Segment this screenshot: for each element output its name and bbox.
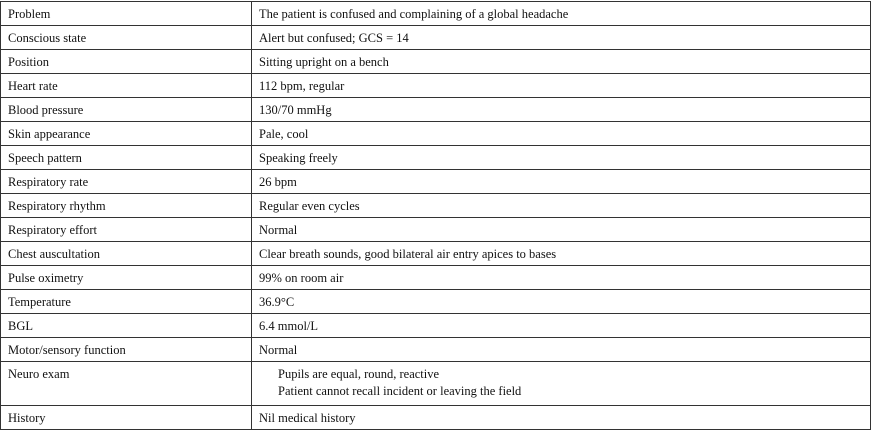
row-label: Skin appearance: [1, 122, 252, 146]
row-label: Respiratory rate: [1, 170, 252, 194]
row-value: 130/70 mmHg: [252, 98, 871, 122]
table-row: [1, 50, 871, 74]
table-row: [1, 146, 871, 170]
table-row: [1, 314, 871, 338]
patient-assessment-table: [0, 1, 871, 430]
row-label: Blood pressure: [1, 98, 252, 122]
table-row: [1, 170, 871, 194]
table-row: [1, 218, 871, 242]
table-row: [1, 98, 871, 122]
row-label: BGL: [1, 314, 252, 338]
row-label: Temperature: [1, 290, 252, 314]
table-row: [1, 74, 871, 98]
table-row: [1, 406, 871, 430]
row-label: Conscious state: [1, 26, 252, 50]
row-label: Pulse oximetry: [1, 266, 252, 290]
row-value: Normal: [252, 338, 871, 362]
row-label: Chest auscultation: [1, 242, 252, 266]
row-value: The patient is confused and complaining of a global headache: [252, 2, 871, 26]
row-value: 112 bpm, regular: [252, 74, 871, 98]
table-row: [1, 338, 871, 362]
row-label: Speech pattern: [1, 146, 252, 170]
table-row: [1, 2, 871, 26]
row-value: Pale, cool: [252, 122, 871, 146]
row-label: Respiratory effort: [1, 218, 252, 242]
row-value: Alert but confused; GCS = 14: [252, 26, 871, 50]
neuro-exam-line: Patient cannot recall incident or leaving the field: [278, 384, 522, 398]
table-row: [1, 26, 871, 50]
table-row: [1, 362, 871, 406]
table-row: [1, 242, 871, 266]
neuro-exam-line: Pupils are equal, round, reactive: [278, 367, 440, 381]
row-value: 36.9°C: [252, 290, 871, 314]
row-value: 99% on room air: [252, 266, 871, 290]
row-value: Sitting upright on a bench: [252, 50, 871, 74]
row-label: Position: [1, 50, 252, 74]
row-value: [252, 362, 871, 406]
table-row: [1, 194, 871, 218]
row-label: Neuro exam: [1, 362, 252, 406]
row-label: Heart rate: [1, 74, 252, 98]
row-value: Speaking freely: [252, 146, 871, 170]
row-value: Clear breath sounds, good bilateral air entry apices to bases: [252, 242, 871, 266]
table-row: [1, 266, 871, 290]
row-value: Normal: [252, 218, 871, 242]
row-value: 6.4 mmol/L: [252, 314, 871, 338]
row-value: Regular even cycles: [252, 194, 871, 218]
row-value: 26 bpm: [252, 170, 871, 194]
row-label: Respiratory rhythm: [1, 194, 252, 218]
row-label: Problem: [1, 2, 252, 26]
row-label: History: [1, 406, 252, 430]
table-row: [1, 290, 871, 314]
row-value: Nil medical history: [252, 406, 871, 430]
table-row: [1, 122, 871, 146]
row-label: Motor/sensory function: [1, 338, 252, 362]
